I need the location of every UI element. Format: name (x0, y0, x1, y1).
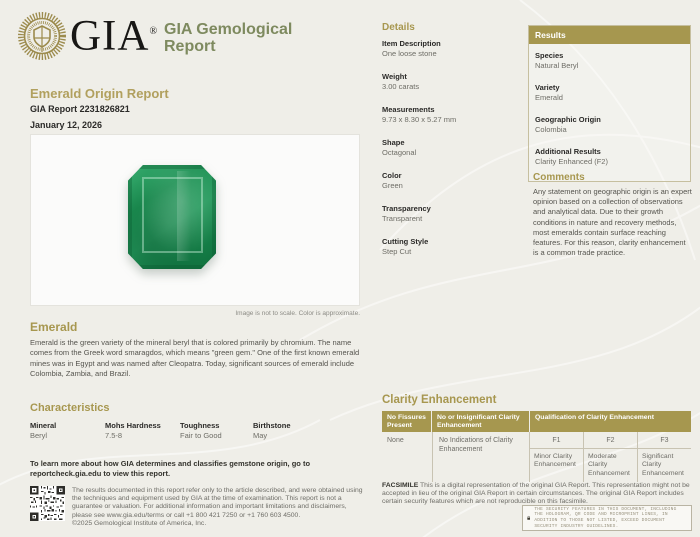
details-section (382, 22, 524, 270)
characteristics-section (30, 402, 370, 440)
detail-item-description: Item Description One loose stone (382, 39, 441, 58)
characteristic-mohs-hardness: Mohs Hardness 7.5-8 (105, 421, 161, 440)
gia-seal-logo-icon (17, 11, 67, 61)
clarity-col3-header: Qualification of Clarity Enhancement (530, 411, 691, 432)
detail-cutting-style: Cutting Style Step Cut (382, 237, 429, 256)
result-geographic-origin: Geographic Origin Colombia (535, 115, 601, 134)
detail-measurements: Measurements 9.73 x 8.30 x 5.27 mm (382, 105, 457, 124)
result-additional-results: Additional Results Clarity Enhanced (F2) (535, 147, 608, 166)
clarity-grade-f2: F2 Moderate Clarity Enhancement (583, 432, 637, 482)
facsimile-text: This is a digital representation of the original GIA Report. This representation might not be accepted in lieu of the original GIA Report in certain circumstances. The original GIA Report includes certain security features which are not reproducible on this facsimile. (382, 482, 690, 506)
results-disclaimer: The results documented in this report refer only to the article described, and were obtained using the techniques and equipment used by GIA at the time of examination. This report is not a guarantee or valuation. For additional information and important limitations and disclaimers, please see www.gia.edu/terms or call +1 800 421 7250 or +1 760 603 4500. (72, 487, 363, 519)
padlock-icon (527, 511, 530, 525)
clarity-col2-value: No Indications of Clarity Enhancement (432, 432, 529, 482)
comments-heading: Comments (533, 172, 585, 183)
report-header (30, 86, 169, 130)
details-heading: Details (382, 22, 415, 33)
security-features-box (522, 505, 692, 531)
qr-code (30, 486, 65, 521)
detail-transparency: Transparency Transparent (382, 204, 431, 223)
detail-weight: Weight 3.00 carats (382, 72, 420, 91)
report-title: Emerald Origin Report (30, 86, 169, 101)
about-emerald-section (30, 320, 364, 379)
security-microprint: THE SECURITY FEATURES IN THIS DOCUMENT, INCLUDING THE HOLOGRAM, QR CODE AND MICROPRINT LINES, IN ADDITION TO THOSE NOT LISTED, EXCEED DOCUMENT SECURITY INDUSTRY GUIDELINES. (534, 506, 677, 529)
registered-mark: ® (149, 26, 158, 37)
characteristics-heading: Characteristics (30, 402, 110, 414)
clarity-grade-f1: F1 Minor Clarity Enhancement (530, 432, 583, 482)
brand-report-title: GIA Gemological Report (164, 21, 293, 55)
clarity-col2-header: No or Insignificant Clarity Enhancement (432, 411, 529, 432)
photo-caption: Image is not to scale. Color is approximate. (235, 310, 360, 317)
gem-photo (30, 134, 360, 306)
about-heading: Emerald (30, 320, 78, 334)
clarity-col1-value: None (387, 437, 404, 445)
copyright: ©2025 Gemological Institute of America, Inc. (72, 520, 207, 527)
characteristic-mineral: Mineral Beryl (30, 421, 57, 440)
report-date: January 12, 2026 (30, 120, 103, 130)
clarity-enhancement-section (382, 394, 691, 482)
emerald-stone-image (128, 165, 216, 269)
clarity-grade-f3: F3 Significant Clarity Enhancement (637, 432, 691, 482)
clarity-heading: Clarity Enhancement (382, 394, 497, 406)
comments-text: Any statement on geographic origin is an expert opinion based on a collection of observations and analytical data. Due to their growth conditions in nature and recovery methods, most emeralds contain surface reaching features. For this reason, clarity enhancement is a common trade practice. (533, 187, 692, 258)
about-text: Emerald is the green variety of the mineral beryl that is colored primarily by chromium. The name comes from the Greek word smaragdos, which means "green gem." One of the first known emerald mines was in Egypt and was named after Cleopatra. Today, significant sources of emerald include Colombia, Zambia, and Brazil. (30, 338, 360, 378)
characteristic-toughness: Toughness Fair to Good (180, 421, 222, 440)
detail-shape: Shape Octagonal (382, 138, 417, 157)
facsimile-label: FACSIMILE (382, 482, 419, 489)
facsimile-note (382, 482, 693, 507)
comments-section (533, 172, 693, 258)
characteristic-birthstone: Birthstone May (253, 421, 291, 440)
result-species: Species Natural Beryl (535, 51, 579, 70)
results-box (528, 25, 691, 182)
detail-color: Color Green (382, 171, 403, 190)
clarity-col1-header: No Fissures Present (382, 411, 431, 432)
results-heading: Results (529, 26, 690, 44)
gia-logotype: GIA® (70, 12, 158, 60)
learn-more-note: To learn more about how GIA determines and classifies gemstone origin, go to reportcheck.gia.edu to view this report. (30, 459, 311, 478)
clarity-table (382, 411, 691, 482)
report-number: GIA Report 2231826821 (30, 104, 130, 114)
result-variety: Variety Emerald (535, 83, 563, 102)
